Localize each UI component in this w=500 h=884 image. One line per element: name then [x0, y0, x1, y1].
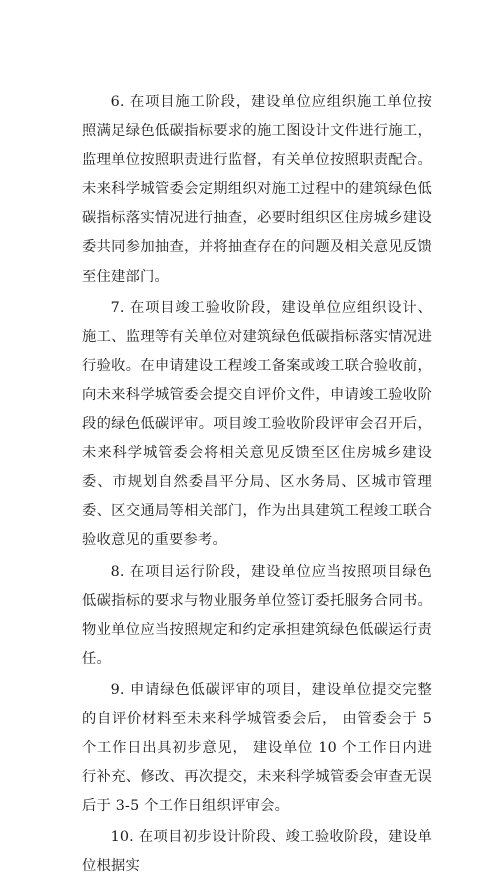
paragraph-item-7: 7. 在项目竣工验收阶段，建设单位应组织设计、施工、监理等有关单位对建筑绿色低碳指标落实情况进行验收。在申请建设工程竣工备案或竣工联合验收前，向未来科学城管委会提交自评价文件，申请竣工验收阶段的绿色低碳评审。项目竣工验收阶段评审会召开后，未来科学城管委会将相关意见反馈至区住房城乡建设委、市规划自然委昌平分局、区水务局、区城市管理委、区交通局等相关部门，作为出具建筑工程竣工联合验收意见的重要参考。 — [82, 299, 432, 549]
paragraph-item-9: 9. 申请绿色低碳评审的项目，建设单位提交完整的自评价材料至未来科学城管委会后， 由管委会于 5 个工作日出具初步意见， 建设单位 10 个工作日内进行补充、修改、再次提交，未来科学城管委会审查无误后于 3-5 个工作日组织评审会。 — [82, 681, 432, 815]
paragraph-item-8: 8. 在项目运行阶段，建设单位应当按照项目绿色低碳指标的要求与物业服务单位签订委托服务合同书。物业单位应当按照规定和约定承担建筑绿色低碳运行责任。 — [82, 563, 432, 667]
paragraph-item-6: 6. 在项目施工阶段，建设单位应组织施工单位按照满足绿色低碳指标要求的施工图设计文件进行施工，监理单位按照职责进行监督，有关单位按照职责配合。未来科学城管委会定期组织对施工过程中的建筑绿色低碳指标落实情况进行抽查，必要时组织区住房城乡建设委共同参加抽查，并将抽查存在的问题及相关意见反馈至住建部门。 — [82, 94, 432, 285]
paragraph-item-10: 10. 在项目初步设计阶段、竣工验收阶段，建设单位根据实 — [82, 829, 432, 875]
document-body — [82, 88, 432, 884]
